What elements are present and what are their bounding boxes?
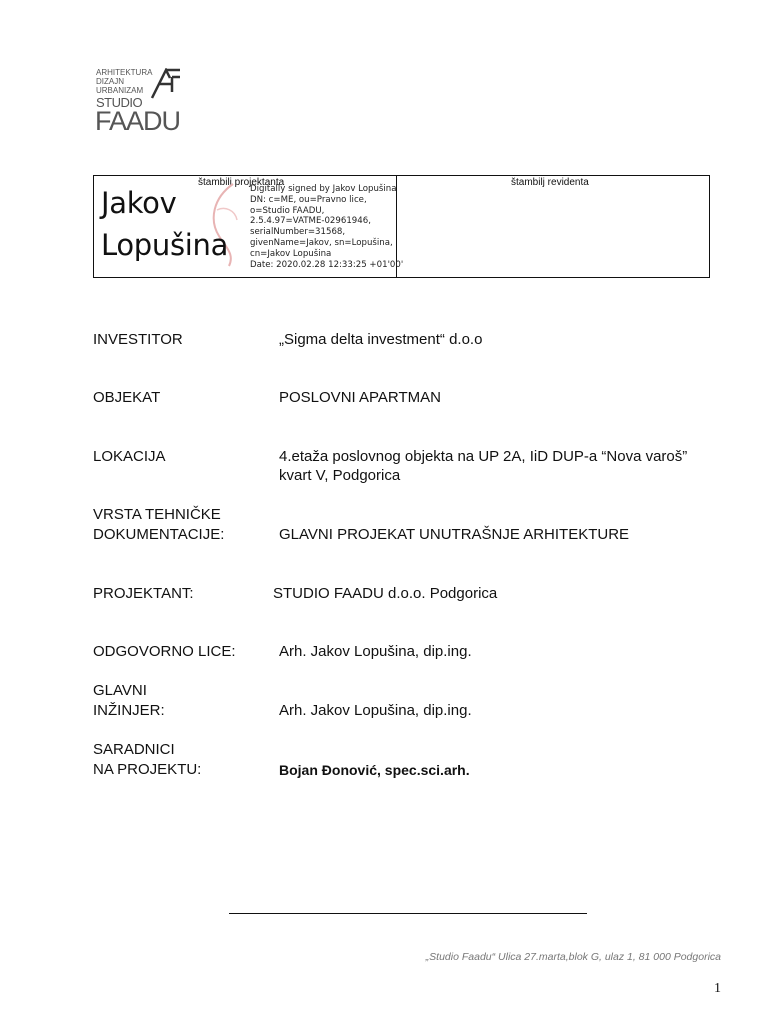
projektant-label: PROJEKTANT: [93,585,194,602]
page-number: 1 [714,981,721,996]
signature-line: o=Studio FAADU, [250,205,325,216]
lokacija-label: LOKACIJA [93,448,166,465]
vrsta-label-line-2: DOKUMENTACIJE: [93,526,225,543]
signature-line: cn=Jakov Lopušina [250,248,332,259]
signature-details [250,184,403,270]
objekat-label: OBJEKAT [93,389,161,406]
investitor-label: INVESTITOR [93,331,183,348]
signer-last-name: Lopušina [101,228,229,262]
saradnici-value: Bojan Đonović, spec.sci.arh. [279,762,470,778]
studio-faadu-logo [94,62,190,138]
glavni-value: Arh. Jakov Lopušina, dip.ing. [279,702,472,719]
odgovorno-lice-label: ODGOVORNO LICE: [93,643,236,660]
logo-line-1: ARHITEKTURA [96,68,153,77]
investitor-value: „Sigma delta investment“ d.o.o [279,331,483,348]
footer-address: „Studio Faadu“ Ulica 27.marta,blok G, ulaz 1, 81 000 Podgorica [425,951,721,963]
lokacija-value-line-1: 4.etaža poslovnog objekta na UP 2A, IiD DUP-a “Nova varoš” [279,448,688,465]
saradnici-label-line-1: SARADNICI [93,741,175,758]
signer-first-name: Jakov [101,186,177,220]
lokacija-value-line-2: kvart V, Podgorica [279,467,401,484]
logo-studio: STUDIO [96,95,143,110]
signature-line: Digitally signed by Jakov Lopušina [250,184,397,194]
vrsta-label-line-1: VRSTA TEHNIČKE [93,506,221,523]
signature-line: Date: 2020.02.28 12:33:25 +01'00' [250,259,404,270]
logo-line-3: URBANIZAM [96,86,144,95]
stamp-label-reviewer: štambilj revidenta [511,177,589,188]
objekat-value: POSLOVNI APARTMAN [279,389,441,406]
signature-line: DN: c=ME, ou=Pravno lice, [250,194,367,205]
glavni-label-line-1: GLAVNI [93,682,147,699]
projektant-value: STUDIO FAADU d.o.o. Podgorica [273,585,498,602]
footer-divider [229,913,587,914]
vrsta-value: GLAVNI PROJEKAT UNUTRAŠNJE ARHITEKTURE [279,526,630,543]
signature-line: givenName=Jakov, sn=Lopušina, [250,237,393,248]
logo-faadu: FAADU [95,106,181,136]
odgovorno-lice-value: Arh. Jakov Lopušina, dip.ing. [279,643,472,660]
logo-mark-icon [150,68,182,100]
saradnici-label-line-2: NA PROJEKTU: [93,761,202,778]
logo-line-2: DIZAJN [96,77,124,86]
glavni-label-line-2: INŽINJER: [93,702,165,719]
stamp-label-designer: štambilj projektanta [198,177,285,188]
signature-line: 2.5.4.97=VATME-02961946, [250,216,371,227]
signature-line: serialNumber=31568, [250,227,346,238]
